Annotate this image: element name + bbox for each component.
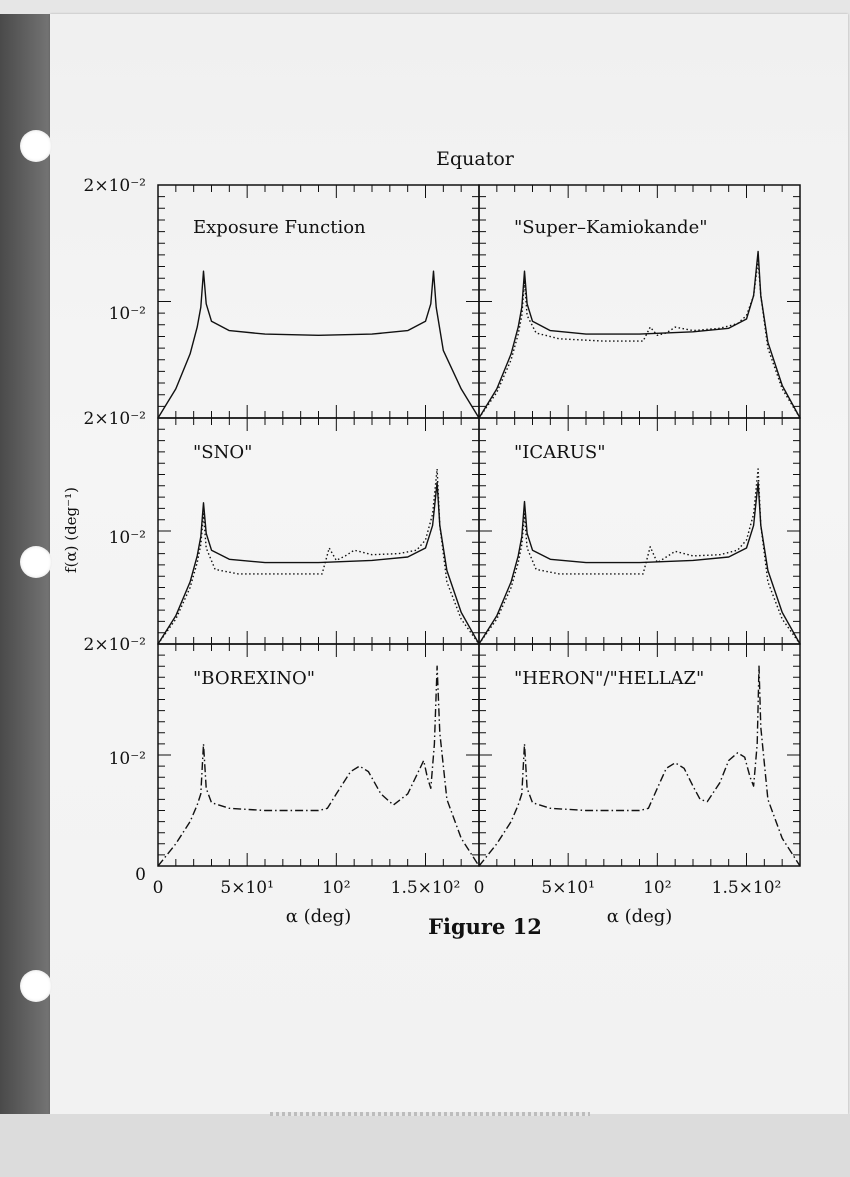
series-dashdot-panel-5 [158, 666, 479, 866]
panel-label-1: Exposure Function [193, 217, 366, 238]
chart-text [62, 148, 781, 939]
series-solid-panel-3 [158, 482, 479, 644]
x-tick-label: 0 [473, 878, 485, 898]
x-axis-label: α (deg) [606, 906, 673, 927]
series-solid-panel-2 [479, 251, 800, 418]
x-tick-label: 0 [152, 878, 164, 898]
chart-title: Equator [436, 148, 514, 170]
series-dotted-panel-2 [479, 261, 800, 418]
y-axis-label: f(α) (deg⁻¹) [62, 487, 80, 573]
x-tick-label: 10² [643, 878, 672, 898]
panel-label-5: "BOREXINO" [193, 668, 316, 689]
y-tick-label: 0 [135, 865, 146, 885]
x-axis-label: α (deg) [285, 906, 352, 927]
x-tick-label: 5×10¹ [220, 878, 274, 898]
series-dotted-panel-3 [158, 469, 479, 644]
series-solid-panel-4 [479, 482, 800, 644]
y-tick-label: 2×10⁻² [83, 176, 146, 196]
x-tick-label: 5×10¹ [541, 878, 595, 898]
x-tick-label: 1.5×10² [390, 878, 461, 898]
y-tick-label: 2×10⁻² [83, 635, 146, 655]
y-tick-label: 10⁻² [108, 749, 146, 769]
y-tick-label: 2×10⁻² [83, 409, 146, 429]
panel-label-4: "ICARUS" [514, 442, 606, 463]
panel-frames [158, 185, 800, 866]
panel-label-3: "SNO" [193, 442, 253, 463]
series-solid-panel-1 [158, 271, 479, 418]
figure-caption: Figure 12 [428, 914, 542, 939]
series-dashdot-panel-6 [479, 666, 800, 866]
x-tick-label: 1.5×10² [711, 878, 782, 898]
series-dotted-panel-4 [479, 469, 800, 644]
y-tick-label: 10⁻² [108, 528, 146, 548]
panel-label-6: "HERON"/"HELLAZ" [514, 668, 705, 689]
x-tick-label: 10² [322, 878, 351, 898]
y-tick-label: 10⁻² [108, 304, 146, 324]
panel-label-2: "Super–Kamiokande" [514, 217, 708, 238]
